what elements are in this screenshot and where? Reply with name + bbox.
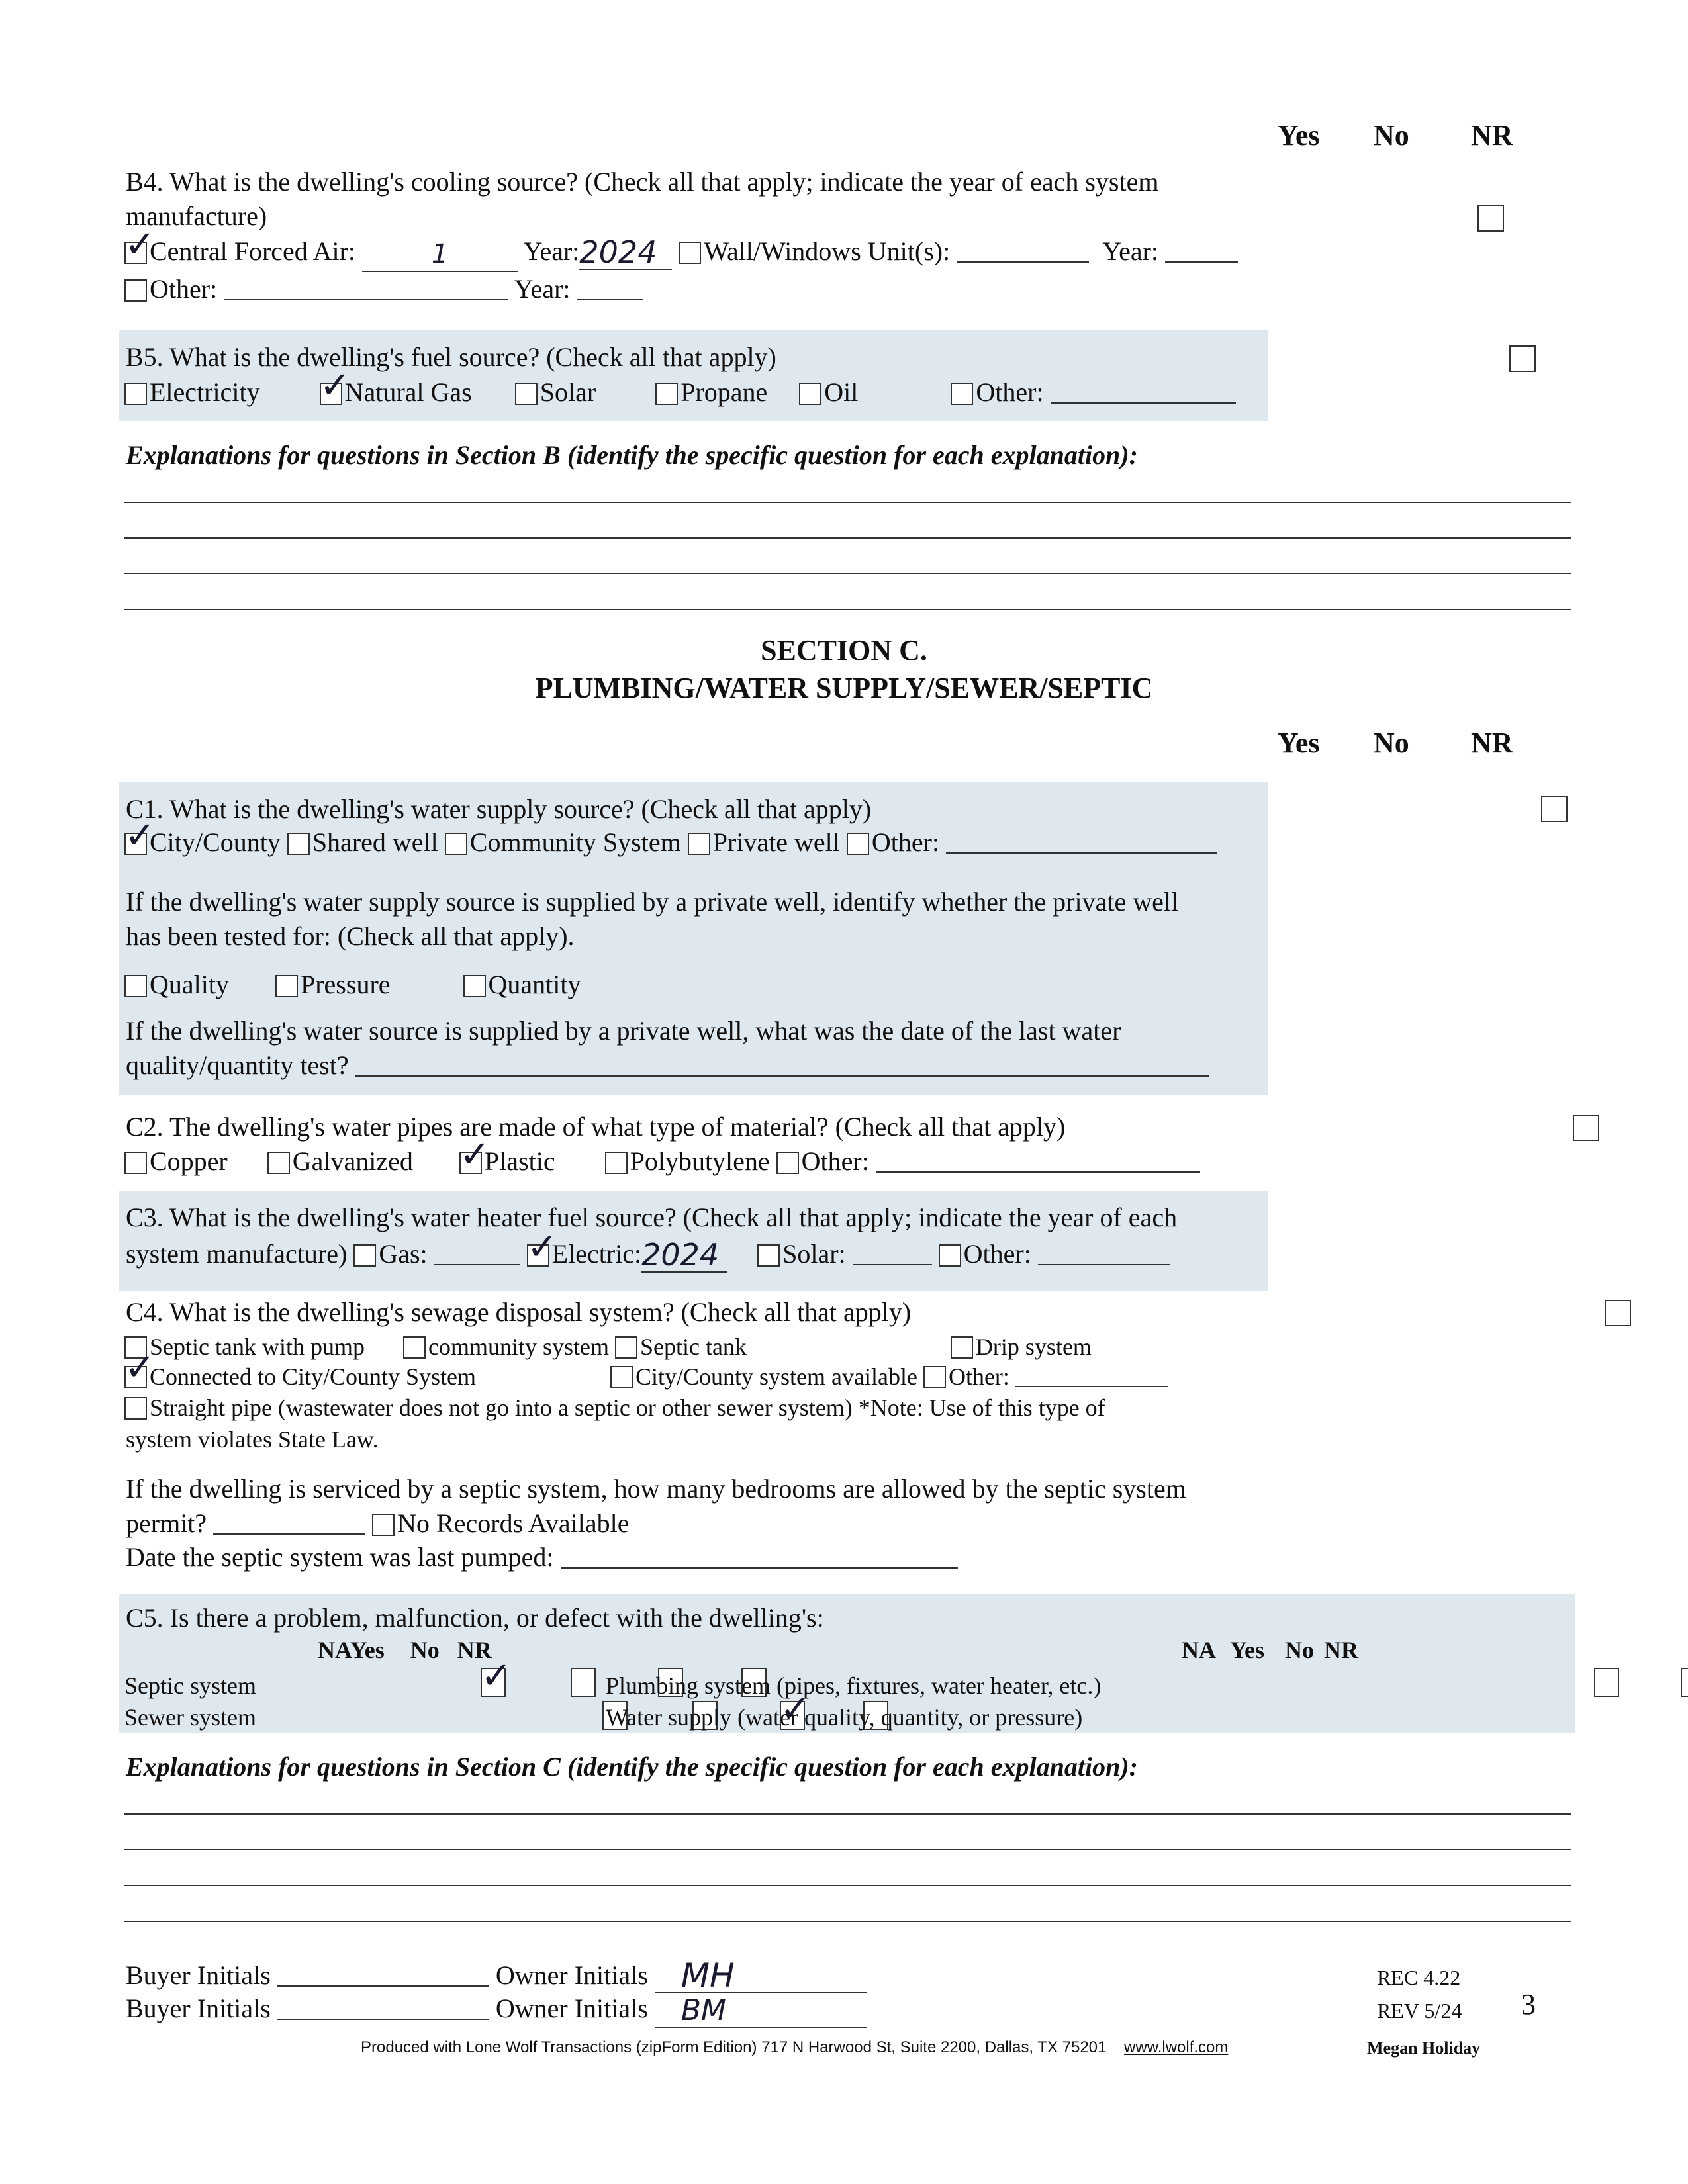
b5-natural-gas-label: Natural Gas [344, 377, 472, 407]
c4-nr-checkbox[interactable] [1605, 1300, 1631, 1326]
b5-electricity-label: Electricity [150, 377, 260, 407]
c1-city-checkbox[interactable] [124, 833, 147, 855]
c4-septic-pump-label: Septic tank with pump [150, 1334, 365, 1360]
explain-b-line-1[interactable] [124, 502, 1571, 503]
buyer-initials-field-2[interactable] [277, 2019, 489, 2020]
b4-row2 [124, 273, 643, 306]
b4-question: B4. What is the dwelling's cooling source? (Check all that apply; indicate the year of each system [126, 167, 1159, 197]
b5-other-field[interactable] [1051, 402, 1236, 404]
c5-right-yes: Yes [1230, 1637, 1265, 1663]
produced-with [361, 2038, 1228, 2057]
c5-septic-yes[interactable] [571, 1668, 596, 1697]
b4-year-label: Year: [523, 236, 580, 266]
c2-plastic-checkbox[interactable] [459, 1152, 482, 1174]
c4-permit-label: permit? [126, 1508, 207, 1538]
c4-no-records-checkbox[interactable] [372, 1514, 395, 1536]
c1-date-line2 [126, 1049, 1209, 1082]
b4-wall-year-label: Year: [1102, 236, 1159, 266]
b5-other-label: Other: [976, 377, 1044, 407]
c1-shared-checkbox[interactable] [287, 833, 310, 855]
c5-right-no: No [1285, 1637, 1315, 1663]
c2-polybutylene-label: Polybutylene [630, 1146, 770, 1176]
c4-bedrooms-line1: If the dwelling is serviced by a septic system, how many bedrooms are allowed by the septic system [126, 1474, 1186, 1504]
owner-initials-field-1[interactable]: MH [655, 1959, 867, 1993]
owner-initials-label-2: Owner Initials [495, 1993, 648, 2023]
c1-private-checkbox[interactable] [688, 833, 710, 855]
c3-row2 [126, 1238, 1170, 1273]
b5-solar-label: Solar [539, 377, 596, 407]
c1-pressure-label: Pressure [300, 970, 391, 999]
c-col-header-yes: Yes [1278, 727, 1320, 759]
c2-other-label: Other: [801, 1146, 869, 1176]
c1-nr-checkbox[interactable] [1541, 796, 1568, 822]
b5-oil-checkbox[interactable] [799, 383, 821, 405]
form-rec: REC 4.22 [1377, 1966, 1461, 1989]
c5-plumbing-yes[interactable] [1681, 1668, 1688, 1697]
b4-central-label: Central Forced Air: [150, 236, 356, 266]
owner-initials-label-1: Owner Initials [495, 1960, 648, 1990]
c5-left-na: NA [318, 1637, 350, 1663]
c4-septic-tank-checkbox[interactable] [615, 1336, 637, 1359]
c4-row1 [124, 1332, 1092, 1362]
c1-quality-checkbox[interactable] [124, 975, 147, 997]
b4-central-year[interactable]: 2024 [579, 236, 672, 270]
c5-right-headers [1182, 1635, 1358, 1665]
explain-c-heading: Explanations for questions in Section C (identify the specific question for each explanation): [126, 1752, 1138, 1782]
c-col-header-nr: NR [1471, 727, 1513, 759]
c4-other-checkbox[interactable] [923, 1366, 946, 1388]
b4-other-year[interactable] [577, 299, 643, 300]
c2-question: C2. The dwelling's water pipes are made of what type of material? (Check all that apply) [126, 1112, 1066, 1142]
c1-other-label: Other: [871, 827, 940, 857]
b5-propane-checkbox[interactable] [655, 383, 678, 405]
explain-b-heading: Explanations for questions in Section B (identify the specific question for each explanation): [126, 440, 1138, 470]
c4-drip-label: Drip system [975, 1334, 1092, 1360]
c4-connected-label: Connected to City/County System [150, 1363, 476, 1390]
c3-solar-label: Solar: [782, 1239, 846, 1269]
c1-quality-label: Quality [150, 970, 229, 999]
c5-plumbing-label: Plumbing system (pipes, fixtures, water heater, etc.) [606, 1672, 1102, 1699]
b4-other-field[interactable] [224, 299, 508, 300]
buyer-initials-field-1[interactable] [277, 1985, 489, 1987]
b5-natural-gas-checkbox[interactable] [320, 383, 342, 405]
c1-other-checkbox[interactable] [847, 833, 869, 855]
b4-wall-year[interactable] [1165, 261, 1238, 263]
b5-nr-checkbox[interactable] [1509, 345, 1536, 372]
b4-central-value: 1 [431, 239, 449, 269]
footer-initials-row2 [126, 1992, 867, 2028]
c1-question: C1. What is the dwelling's water supply source? (Check all that apply) [126, 794, 872, 824]
c3-other-label: Other: [963, 1239, 1031, 1269]
owner-initials-field-2[interactable]: BM [655, 1994, 867, 2028]
c1-date-label: quality/quantity test? [126, 1050, 349, 1080]
b4-other-checkbox[interactable] [124, 279, 147, 302]
c4-straight-label: Straight pipe (wastewater does not go into a septic or other sewer system) *Note: Use of this type of [150, 1394, 1105, 1421]
c4-drip-checkbox[interactable] [951, 1336, 973, 1359]
b4-central-checkbox[interactable] [124, 242, 147, 264]
c1-other-field[interactable] [946, 852, 1217, 854]
c4-pumped-field[interactable] [561, 1567, 958, 1569]
b5-solar-checkbox[interactable] [515, 383, 538, 405]
c1-shared-label: Shared well [312, 827, 438, 857]
form-rev: REV 5/24 [1377, 1999, 1462, 2023]
c1-pressure-checkbox[interactable] [275, 975, 298, 997]
c5-left-yes: Yes [350, 1637, 385, 1663]
c3-solar-checkbox[interactable] [757, 1244, 780, 1267]
c4-community-checkbox[interactable] [403, 1336, 426, 1359]
explain-c-line-2[interactable] [124, 1849, 1571, 1850]
explain-c-line-3[interactable] [124, 1885, 1571, 1886]
col-header-yes: Yes [1278, 119, 1320, 152]
c3-gas-label: Gas: [379, 1239, 428, 1269]
c4-straight-checkbox[interactable] [124, 1397, 147, 1420]
c3-other-checkbox[interactable] [939, 1244, 961, 1267]
c3-question: C3. What is the dwelling's water heater fuel source? (Check all that apply; indicate the year of each [126, 1203, 1178, 1232]
b4-nr-checkbox[interactable] [1477, 205, 1504, 232]
c1-date-line1: If the dwelling's water source is supplied by a private well, what was the date of the last water [126, 1016, 1121, 1046]
col-header-no: No [1374, 119, 1409, 152]
c2-galvanized-checkbox[interactable] [267, 1152, 290, 1174]
produced-with-text: Produced with Lone Wolf Transactions (zipForm Edition) 717 N Harwood St, Suite 2200, Dallas, TX 75201 [361, 2038, 1107, 2056]
c5-left-no: No [410, 1637, 440, 1663]
c4-permit-row [126, 1507, 629, 1540]
c3-gas-checkbox[interactable] [353, 1244, 376, 1267]
b5-electricity-checkbox[interactable] [124, 383, 147, 405]
c4-available-checkbox[interactable] [610, 1366, 633, 1388]
c1-options [124, 826, 1217, 859]
c4-no-records-label: No Records Available [397, 1508, 630, 1538]
c2-other-checkbox[interactable] [776, 1152, 799, 1174]
b4-wall-field[interactable] [957, 261, 1089, 263]
b4-question-cont: manufacture) [126, 201, 267, 231]
c3-question-cont: system manufacture) [126, 1239, 348, 1269]
c4-row3 [124, 1392, 1105, 1423]
c1-private-label: Private well [712, 827, 840, 857]
b4-other-label: Other: [150, 274, 218, 304]
b4-other-year-label: Year: [514, 274, 571, 304]
c1-community-checkbox[interactable] [445, 833, 467, 855]
b5-question: B5. What is the dwelling's fuel source? (Check all that apply) [126, 342, 776, 372]
c1-quantity-label: Quantity [488, 970, 581, 999]
b4-wall-label: Wall/Windows Unit(s): [704, 236, 951, 266]
c2-other-field[interactable] [876, 1171, 1200, 1173]
c4-other-label: Other: [948, 1363, 1009, 1390]
c4-other-field[interactable] [1015, 1386, 1168, 1387]
page-number: 3 [1521, 1988, 1536, 2021]
buyer-initials-label-2: Buyer Initials [126, 1993, 271, 2023]
b4-wall-checkbox[interactable] [679, 242, 701, 264]
c5-plumbing-na[interactable] [1594, 1668, 1619, 1697]
b5-other-checkbox[interactable] [951, 383, 973, 405]
c5-septic-label: Septic system [124, 1672, 256, 1699]
c4-pumped-label: Date the septic system was last pumped: [126, 1542, 554, 1572]
c4-connected-checkbox[interactable] [124, 1366, 147, 1388]
c1-well-test-line1: If the dwelling's water supply source is supplied by a private well, identify whether the private well [126, 887, 1179, 917]
c1-test-options [124, 968, 581, 1001]
c4-available-label: City/County system available [635, 1363, 917, 1390]
c1-date-field[interactable] [355, 1075, 1209, 1077]
b5-propane-label: Propane [680, 377, 768, 407]
c3-electric-year[interactable]: 2024 [641, 1238, 727, 1273]
c2-options [124, 1145, 1200, 1178]
b4-row1 [124, 235, 1238, 272]
c5-question: C5. Is there a problem, malfunction, or defect with the dwelling's: [126, 1603, 824, 1633]
explain-b-line-2[interactable] [124, 537, 1571, 539]
c3-solar-field[interactable] [853, 1264, 932, 1265]
c4-community-label: community system [428, 1334, 609, 1360]
c3-electric-label: Electric: [551, 1239, 642, 1269]
explain-c-line-1[interactable] [124, 1813, 1571, 1815]
buyer-initials-label-1: Buyer Initials [126, 1960, 271, 1990]
c2-galvanized-label: Galvanized [292, 1146, 413, 1176]
agent-name: Megan Holiday [1367, 2038, 1481, 2058]
c2-copper-label: Copper [150, 1146, 228, 1176]
footer-initials-row1 [126, 1956, 867, 1995]
c1-well-test-line2: has been tested for: (Check all that apply). [126, 921, 575, 951]
c2-polybutylene-checkbox[interactable] [605, 1152, 628, 1174]
c5-water-label: Water supply (water quality, quantity, or pressure) [606, 1704, 1083, 1731]
c5-sewer-label: Sewer system [124, 1704, 256, 1731]
c1-city-label: City/County [150, 827, 281, 857]
c2-plastic-label: Plastic [484, 1146, 555, 1176]
c4-septic-tank-label: Septic tank [639, 1334, 747, 1360]
col-header-nr: NR [1471, 119, 1513, 152]
c1-community-label: Community System [469, 827, 681, 857]
c4-straight-cont: system violates State Law. [126, 1426, 379, 1453]
c1-quantity-checkbox[interactable] [463, 975, 486, 997]
c3-other-field[interactable] [1038, 1264, 1170, 1265]
c4-pumped-row [126, 1541, 958, 1574]
c4-permit-field[interactable] [213, 1533, 365, 1535]
c5-left-nr: NR [457, 1637, 492, 1663]
c5-right-nr: NR [1324, 1637, 1359, 1663]
lwolf-link[interactable]: www.lwolf.com [1124, 2038, 1229, 2056]
c-col-header-no: No [1374, 727, 1409, 759]
c3-gas-field[interactable] [434, 1264, 520, 1265]
b4-central-field[interactable] [362, 238, 518, 272]
c5-septic-na[interactable] [481, 1668, 506, 1697]
c5-left-headers [318, 1635, 492, 1665]
section-c-title: SECTION C. [761, 634, 927, 666]
c4-question: C4. What is the dwelling's sewage disposal system? (Check all that apply) [126, 1297, 912, 1327]
explain-b-line-3[interactable] [124, 573, 1571, 574]
c2-nr-checkbox[interactable] [1573, 1115, 1599, 1141]
section-c-subtitle: PLUMBING/WATER SUPPLY/SEWER/SEPTIC [535, 672, 1153, 704]
b5-oil-label: Oil [824, 377, 859, 407]
c3-electric-checkbox[interactable] [527, 1244, 549, 1267]
c2-copper-checkbox[interactable] [124, 1152, 147, 1174]
b5-options [124, 376, 1236, 409]
c4-row2 [124, 1361, 1168, 1392]
c5-right-na: NA [1182, 1637, 1215, 1663]
explain-b-line-4[interactable] [124, 609, 1571, 610]
explain-c-line-4[interactable] [124, 1921, 1571, 1922]
